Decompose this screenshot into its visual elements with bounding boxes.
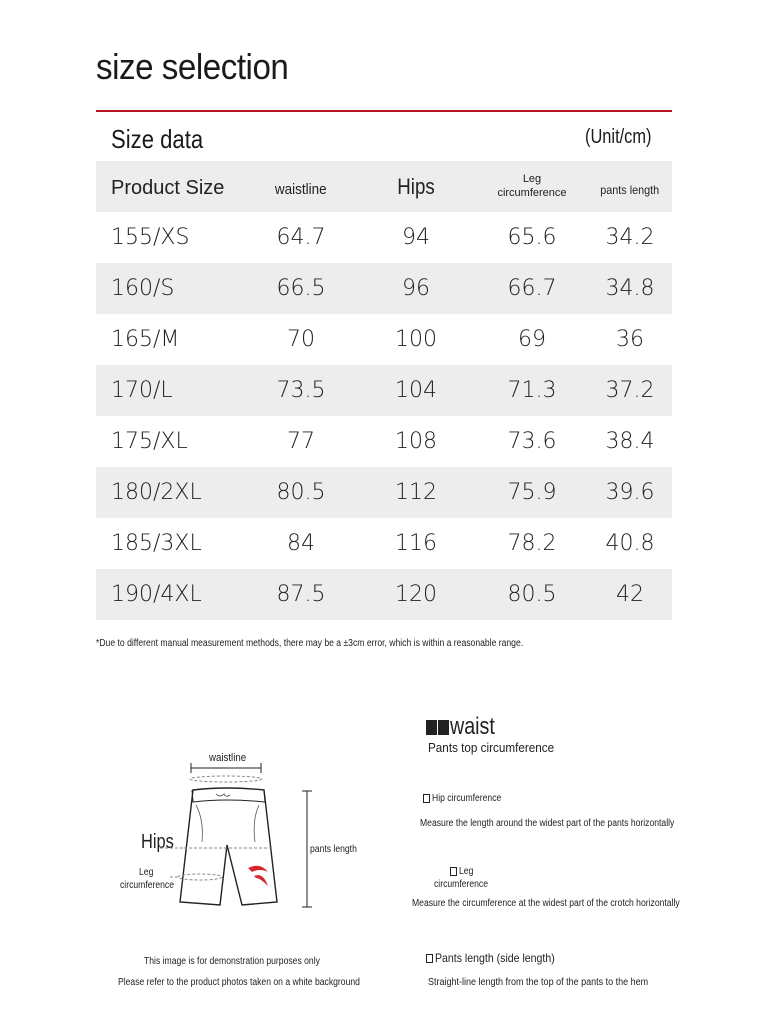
waistline-cell: 64.7 bbox=[276, 225, 326, 250]
hips-cell: 120 bbox=[395, 582, 437, 607]
hips-cell: 108 bbox=[395, 429, 437, 454]
leg-circumference-cell: 66.7 bbox=[507, 276, 557, 301]
hips-cell: 112 bbox=[395, 480, 437, 505]
waistline-cell: 70 bbox=[287, 327, 315, 352]
hip-description: Measure the length around the widest part of the pants horizontally bbox=[420, 818, 675, 829]
hips-cell: 96 bbox=[402, 276, 430, 301]
header-pants-length: pants length bbox=[600, 182, 660, 197]
diagram-leg-label-line2: circumference bbox=[120, 880, 175, 891]
waistline-cell: 80.5 bbox=[276, 480, 326, 505]
header-leg-line1: Leg bbox=[522, 172, 542, 185]
number-badge-icon bbox=[438, 720, 449, 735]
waistline-cell: 77 bbox=[287, 429, 315, 454]
table-row bbox=[96, 365, 672, 416]
length-title-text: Pants length (side length) bbox=[435, 951, 555, 965]
pants-length-cell: 34.2 bbox=[605, 225, 655, 250]
size-cell: 165/M bbox=[111, 327, 180, 352]
waistline-cell: 66.5 bbox=[276, 276, 326, 301]
waistline-cell: 87.5 bbox=[276, 582, 326, 607]
size-cell: 185/3XL bbox=[111, 531, 202, 556]
leg-description: Measure the circumference at the widest part of the crotch horizontally bbox=[412, 898, 680, 909]
leg-circumference-cell: 73.6 bbox=[507, 429, 557, 454]
leg-circumference-cell: 75.9 bbox=[507, 480, 557, 505]
diagram-pants-length-label: pants length bbox=[310, 844, 357, 855]
header-leg-circumference bbox=[497, 172, 566, 200]
diagram-waistline-label: waistline bbox=[209, 752, 247, 764]
page-title: size selection bbox=[96, 46, 289, 87]
table-row bbox=[96, 314, 672, 365]
table-body bbox=[96, 212, 672, 620]
size-cell: 155/XS bbox=[111, 225, 190, 250]
leg-title-line2: circumference bbox=[434, 879, 489, 890]
pants-length-cell: 39.6 bbox=[605, 480, 655, 505]
table-row bbox=[96, 212, 672, 263]
table-row bbox=[96, 518, 672, 569]
waist-title bbox=[426, 713, 505, 741]
waistline-dashed bbox=[190, 776, 262, 782]
waistline-cell: 84 bbox=[287, 531, 315, 556]
leg-title-line1: Leg bbox=[459, 866, 474, 877]
leg-circumference-cell: 80.5 bbox=[507, 582, 557, 607]
section-title: Size data bbox=[111, 124, 204, 154]
waistline-cell: 73.5 bbox=[276, 378, 326, 403]
demo-note-line2: Please refer to the product photos taken on a white background bbox=[118, 977, 360, 988]
pants-length-cell: 38.4 bbox=[605, 429, 655, 454]
header-cell bbox=[476, 172, 588, 202]
header-cell bbox=[356, 174, 476, 200]
header-leg-line2: circumference bbox=[497, 186, 567, 199]
diagram-leg-label-line1: Leg bbox=[139, 867, 154, 878]
number-badge-icon bbox=[426, 954, 433, 963]
waist-title-text: waist bbox=[450, 713, 495, 740]
pants-length-cell: 40.8 bbox=[605, 531, 655, 556]
pants-length-cell: 42 bbox=[616, 582, 644, 607]
table-row bbox=[96, 467, 672, 518]
leg-circumference-cell: 71.3 bbox=[507, 378, 557, 403]
size-cell: 160/S bbox=[111, 276, 175, 301]
pants-length-cell: 34.8 bbox=[605, 276, 655, 301]
number-badge-icon bbox=[450, 867, 457, 876]
header-product-size: Product Size bbox=[111, 176, 225, 199]
size-table bbox=[96, 161, 672, 620]
header-cell bbox=[588, 174, 672, 200]
length-title bbox=[426, 951, 571, 965]
waist-description: Pants top circumference bbox=[428, 740, 555, 755]
hips-cell: 94 bbox=[402, 225, 430, 250]
title-divider bbox=[96, 110, 672, 112]
table-header-row bbox=[96, 161, 672, 212]
unit-label: (Unit/cm) bbox=[585, 126, 652, 148]
header-cell bbox=[96, 174, 246, 200]
diagram-hips-label: Hips bbox=[141, 831, 174, 853]
hips-cell: 116 bbox=[395, 531, 437, 556]
size-cell: 170/L bbox=[111, 378, 173, 403]
length-description: Straight-line length from the top of the pants to the hem bbox=[428, 977, 649, 988]
demo-note-line1: This image is for demonstration purposes only bbox=[144, 956, 320, 967]
size-cell: 190/4XL bbox=[111, 582, 202, 607]
table-row bbox=[96, 416, 672, 467]
pants-length-cell: 37.2 bbox=[605, 378, 655, 403]
header-hips: Hips bbox=[397, 173, 435, 199]
shorts-diagram bbox=[160, 760, 320, 920]
pants-length-cell: 36 bbox=[616, 327, 644, 352]
leg-title bbox=[450, 866, 476, 877]
shorts-outline bbox=[180, 788, 277, 905]
number-badge-icon bbox=[423, 794, 430, 803]
table-row bbox=[96, 263, 672, 314]
leg-circumference-cell: 65.6 bbox=[507, 225, 557, 250]
hip-title-text: Hip circumference bbox=[432, 793, 502, 804]
hips-cell: 104 bbox=[395, 378, 437, 403]
table-row bbox=[96, 569, 672, 620]
header-cell bbox=[246, 174, 356, 200]
size-cell: 175/XL bbox=[111, 429, 188, 454]
footnote: *Due to different manual measurement methods, there may be a ±3cm error, which is within a reasonable range. bbox=[96, 638, 524, 649]
size-cell: 180/2XL bbox=[111, 480, 202, 505]
hip-title bbox=[423, 793, 513, 804]
hips-cell: 100 bbox=[395, 327, 437, 352]
leg-circumference-cell: 69 bbox=[518, 327, 546, 352]
header-waistline: waistline bbox=[275, 180, 327, 198]
leg-circumference-cell: 78.2 bbox=[507, 531, 557, 556]
number-badge-icon bbox=[426, 720, 437, 735]
